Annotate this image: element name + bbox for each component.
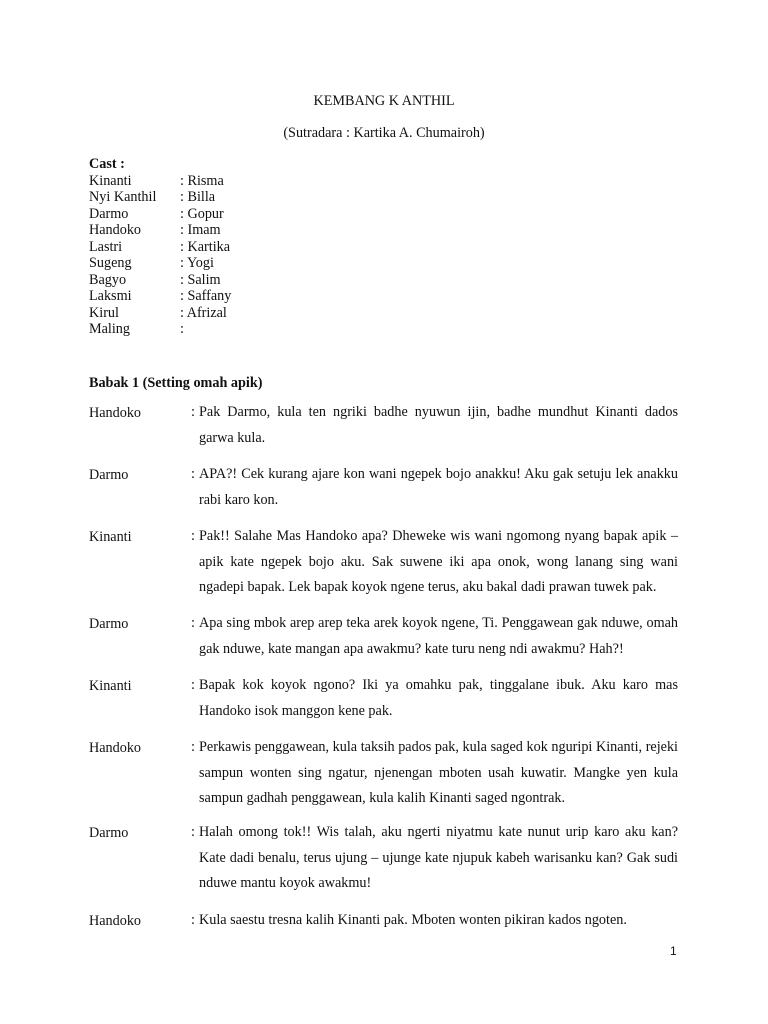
cast-heading: Cast : <box>89 156 125 172</box>
script-title: KEMBANG K ANTHIL <box>313 93 455 109</box>
dialogue-text: : Halah omong tok!! Wis talah, aku ngerti niyatmu kate nunut urip karo aku kan? Kate dadi benalu, terus ujung – ujunge kate njupuk kabeh warisanku kan? Gak sudi nduwe mantu koyok awakmu! <box>191 820 678 897</box>
page-number: 1 <box>670 944 677 958</box>
dialogue-line <box>89 400 678 451</box>
cast-actor: : Gopur <box>180 205 224 222</box>
dialogue-line <box>89 673 678 724</box>
cast-row <box>89 321 489 338</box>
dialogue-line <box>89 908 678 934</box>
script-subtitle: (Sutradara : Kartika A. Chumairoh) <box>283 125 485 141</box>
cast-role: Bagyo <box>89 271 127 288</box>
dialogue-line <box>89 611 678 662</box>
cast-role: Darmo <box>89 205 129 222</box>
dialogue-speaker: Kinanti <box>89 529 132 545</box>
cast-role: Kirul <box>89 304 119 321</box>
cast-list <box>89 156 489 338</box>
cast-role: Laksmi <box>89 288 132 304</box>
scene-heading: Babak 1 (Setting omah apik) <box>89 375 263 391</box>
cast-actor: : Saffany <box>180 288 232 304</box>
cast-actor: : Imam <box>180 222 221 238</box>
dialogue-text: : Pak!! Salahe Mas Handoko apa? Dheweke wis wani ngomong nyang bapak apik – apik kate ngepek bojo aku. Sak suwene iki apa onok, wong lanang sing wani ngadepi bapak. Lek bapak koyok ngene terus, aku bakal dadi prawan tuwek pak. <box>191 524 678 601</box>
dialogue-speaker: Handoko <box>89 913 142 929</box>
dialogue-text: : Apa sing mbok arep arep teka arek koyok ngene, Ti. Penggawean gak nduwe, omah gak nduwe, kate mangan apa awakmu? kate turu neng ndi awakmu? Hah?! <box>191 611 678 662</box>
cast-actor: : Risma <box>180 172 224 189</box>
cast-row <box>89 173 489 190</box>
cast-row <box>89 305 489 322</box>
dialogue-speaker: Darmo <box>89 467 129 483</box>
cast-row <box>89 239 489 256</box>
cast-role: Lastri <box>89 238 123 255</box>
dialogue-line <box>89 524 678 601</box>
cast-row <box>89 272 489 289</box>
dialogue-line <box>89 735 678 812</box>
dialogue-speaker: Darmo <box>89 616 129 632</box>
cast-role: Maling <box>89 321 130 337</box>
cast-role: Kinanti <box>89 172 132 189</box>
cast-role: Nyi Kanthil <box>89 189 157 205</box>
dialogue-speaker: Handoko <box>89 405 142 421</box>
dialogue-speaker: Handoko <box>89 740 142 756</box>
dialogue-text: : Perkawis penggawean, kula taksih pados pak, kula saged kok nguripi Kinanti, rejeki sampun wonten sing ngatur, njenengan mboten usah kuwatir. Mangke yen kula sampun gadhah penggawean, kula kalih Kinanti saged ngontrak. <box>191 735 678 812</box>
cast-row <box>89 206 489 223</box>
dialogue-text: : Pak Darmo, kula ten ngriki badhe nyuwun ijin, badhe mundhut Kinanti dados garwa kula. <box>191 400 678 451</box>
cast-actor: : <box>180 321 184 337</box>
cast-row <box>89 288 489 305</box>
dialogue-speaker: Darmo <box>89 825 129 841</box>
cast-actor: : Afrizal <box>180 304 227 321</box>
dialogue-text: : APA?! Cek kurang ajare kon wani ngepek bojo anakku! Aku gak setuju lek anakku rabi karo kon. <box>191 462 678 513</box>
cast-actor: : Salim <box>180 271 221 288</box>
dialogue-text: : Bapak kok koyok ngono? Iki ya omahku pak, tinggalane ibuk. Aku karo mas Handoko isok manggon kene pak. <box>191 673 678 724</box>
dialogue-line <box>89 462 678 513</box>
cast-actor: : Kartika <box>180 238 231 255</box>
dialogue-text: : Kula saestu tresna kalih Kinanti pak. Mboten wonten pikiran kados ngoten. <box>191 908 678 934</box>
cast-row <box>89 189 489 206</box>
cast-role: Sugeng <box>89 255 132 271</box>
cast-role: Handoko <box>89 222 142 238</box>
cast-actor: : Billa <box>180 189 216 205</box>
dialogue-speaker: Kinanti <box>89 678 132 694</box>
cast-actor: : Yogi <box>180 255 214 271</box>
cast-row <box>89 255 489 272</box>
cast-row <box>89 222 489 239</box>
dialogue-line <box>89 820 678 897</box>
